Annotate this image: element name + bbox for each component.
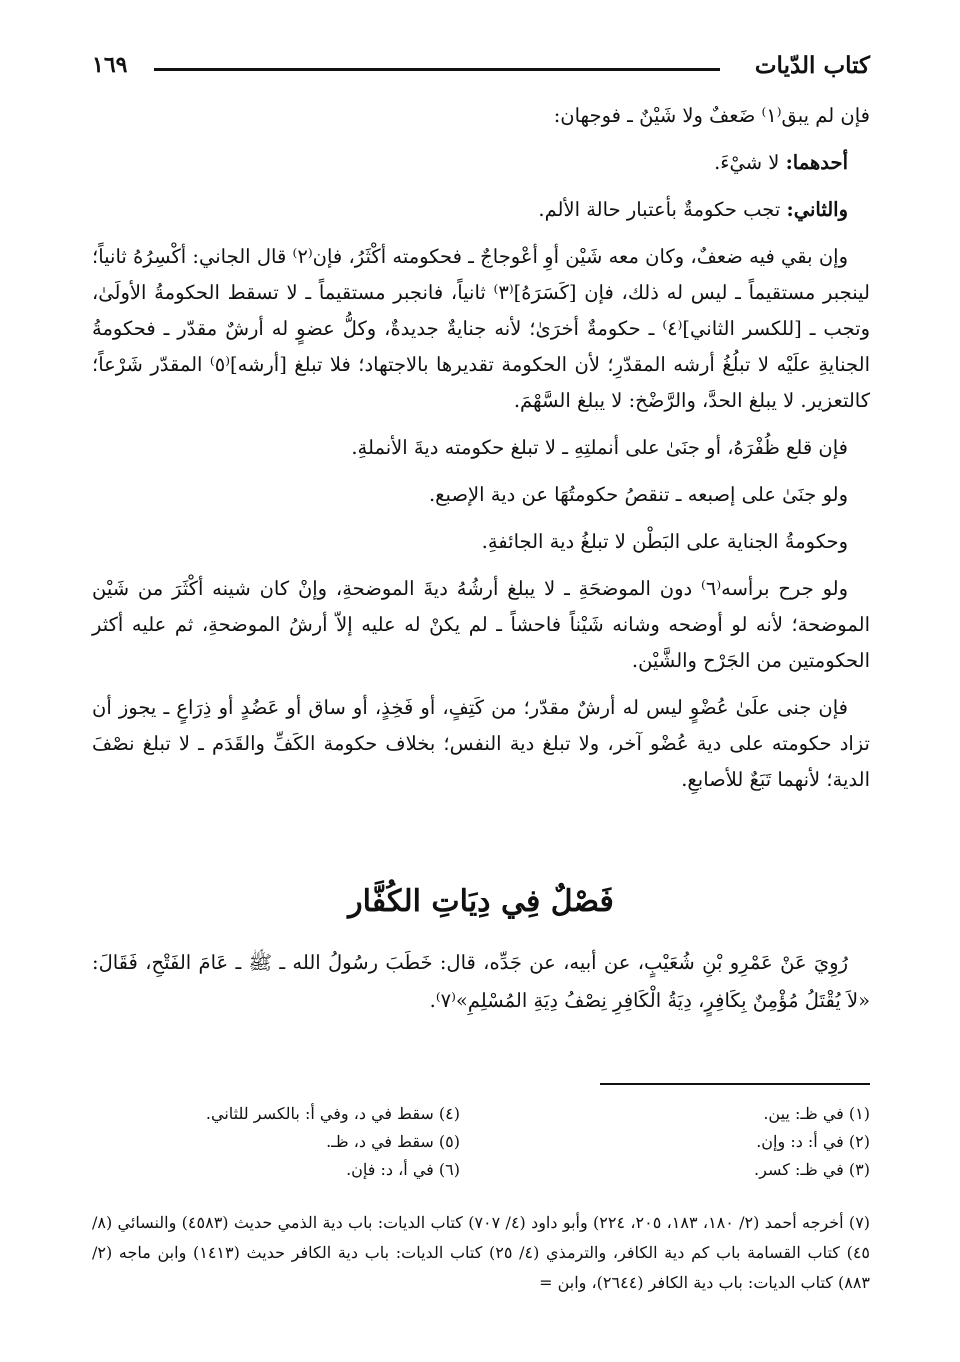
header-rule xyxy=(154,68,720,71)
main-text xyxy=(92,98,870,809)
footnotes-left-column xyxy=(90,1100,460,1184)
footnote: (٣) في ظـ: كسر. xyxy=(754,1160,870,1179)
paragraph: ولو جرح برأسه⁽٦⁾ دون الموضحَةِ ـ لا يبلغ أرشُهُ ديةَ الموضحةِ، وإنْ كان شينه أكْثَرَ من شَيْن الموضحة؛ لأنه لو أوضحه وشانه شَيْناً فاحشاً ـ لم يكنْ له عليه إلاّ أرشُ الموضحةِ، ثم عليه أكثر الحكومتين من الجَرْح والشَّيْن. xyxy=(92,577,870,672)
hadith-paragraph xyxy=(92,944,870,1020)
footnote-long: (٧) أخرجه أحمد (٢/ ١٨٠، ١٨٣، ٢٠٥، ٢٢٤) وأبو داود (٤/ ٧٠٧) كتاب الديات: باب دية الذمي حديث (٤٥٨٣) والنسائي (٨/ ٤٥) كتاب القسامة باب كم دية الكافر، والترمذي (٤/ ٢٥) كتاب الديات: باب دية الكافر حديث (١٤١٣) وابن ماجه (٢/ ٨٨٣) كتاب الديات: باب دية الكافر (٢٦٤٤)، وابن = xyxy=(92,1213,871,1292)
footnote-separator xyxy=(600,1083,870,1085)
paragraph: والثاني: تجب حكومةٌ بأعتبار حالة الألم. xyxy=(538,198,848,221)
footnote: (٢) في أ: د: وإن. xyxy=(756,1132,870,1151)
paragraph: وحكومةُ الجناية على البَطْن لا تبلغُ دية الجائفةِ. xyxy=(481,530,848,553)
running-title: كتاب الدّيات xyxy=(754,52,870,79)
hadith-text: رُوِيَ عَنْ عَمْرِو بْنِ شُعَيْبٍ، عن أبيه، عن جَدِّه، قال: خَطَبَ رسُولُ الله ـ ﷺ ـ عَامَ الفَتْحِ، فَقَالَ: «لاَ يُقْتَلُ مُؤْمِنٌ بِكَافِرٍ، دِيَةُ الْكَافِرِ نِصْفُ دِيَةِ المُسْلِمِ»⁽٧⁾. xyxy=(92,951,870,1012)
footnote: (٦) في أ، د: فإن. xyxy=(346,1160,460,1179)
section-heading: فَصْلٌ فِي دِيَاتِ الكُفَّار xyxy=(348,884,614,919)
footnote: (٤) سقط في د، وفي أ: بالكسر للثاني. xyxy=(205,1104,460,1123)
footnote: (١) في ظـ: يين. xyxy=(763,1104,870,1123)
footnote: (٥) سقط في د، ظـ. xyxy=(326,1132,460,1151)
paragraph: فإن لم يبق⁽١⁾ ضَعفٌ ولا شَيْنٌ ـ فوجهان: xyxy=(553,104,870,127)
paragraph: فإن قلع ظُفْرَهُ، أو جنَىٰ على أنملتِهِ ـ لا تبلغ حكومته ديةَ الأنملةِ. xyxy=(351,436,848,459)
paragraph: أحدهما: لا شيْءَ. xyxy=(714,151,848,174)
paragraph: فإن جنى علَىٰ عُضْوٍ ليس له أرشٌ مقدّر؛ من كَتِفٍ، أو فَخِذٍ، أو ساق أو عَضُدٍ أو ذِرَاعٍ ـ يجوز أن تزاد حكومته على دية عُضْو آخر، ولا تبلغ دية النفس؛ بخلاف حكومة الكَفِّ والقَدَم ـ لا تبلغ نصْفَ الدية؛ لأنهما تَبَعٌ للأصابعِ. xyxy=(92,696,870,791)
paragraph: ولو جنَىٰ على إصبعه ـ تنقصُ حكومتُهَا عن دية الإصبع. xyxy=(428,483,848,506)
paragraph: وإن بقي فيه ضعفٌ، وكان معه شَيْن أوِ أعْوجاجٌ ـ فحكومته أكْثَرُ، فإن⁽٢⁾ قال الجاني: أكْسِرُهُ ثانياً؛ لينجبر مستقيماً ـ ليس له ذلك، فإن [كَسَرَهُ]⁽٣⁾ ثانياً، فانجبر مستقيماً ـ لا تسقط الحكومةُ الأولَىٰ، وتجب ـ [للكسر الثاني]⁽٤⁾ ـ حكومةٌ أخرَىٰ؛ لأنه جنايةٌ جديدةٌ، وكلُّ عضوٍ له أرشٌ مقدّر ـ فحكومةُ الجنايةِ علَيْه لا تبلُغُ أرشه المقدّرِ؛ لأن الحكومة تقديرها بالاجتهاد؛ فلا تبلغ [أرشه]⁽٥⁾ المقدّر شَرْعاً؛ كالتعزير. لا يبلغ الحدَّ، والرَّضْخ: لا يبلغ السَّهْمَ. xyxy=(92,245,871,412)
footnotes-right-column xyxy=(500,1100,870,1184)
page-header xyxy=(92,52,870,86)
page-number: ١٦٩ xyxy=(92,52,128,78)
